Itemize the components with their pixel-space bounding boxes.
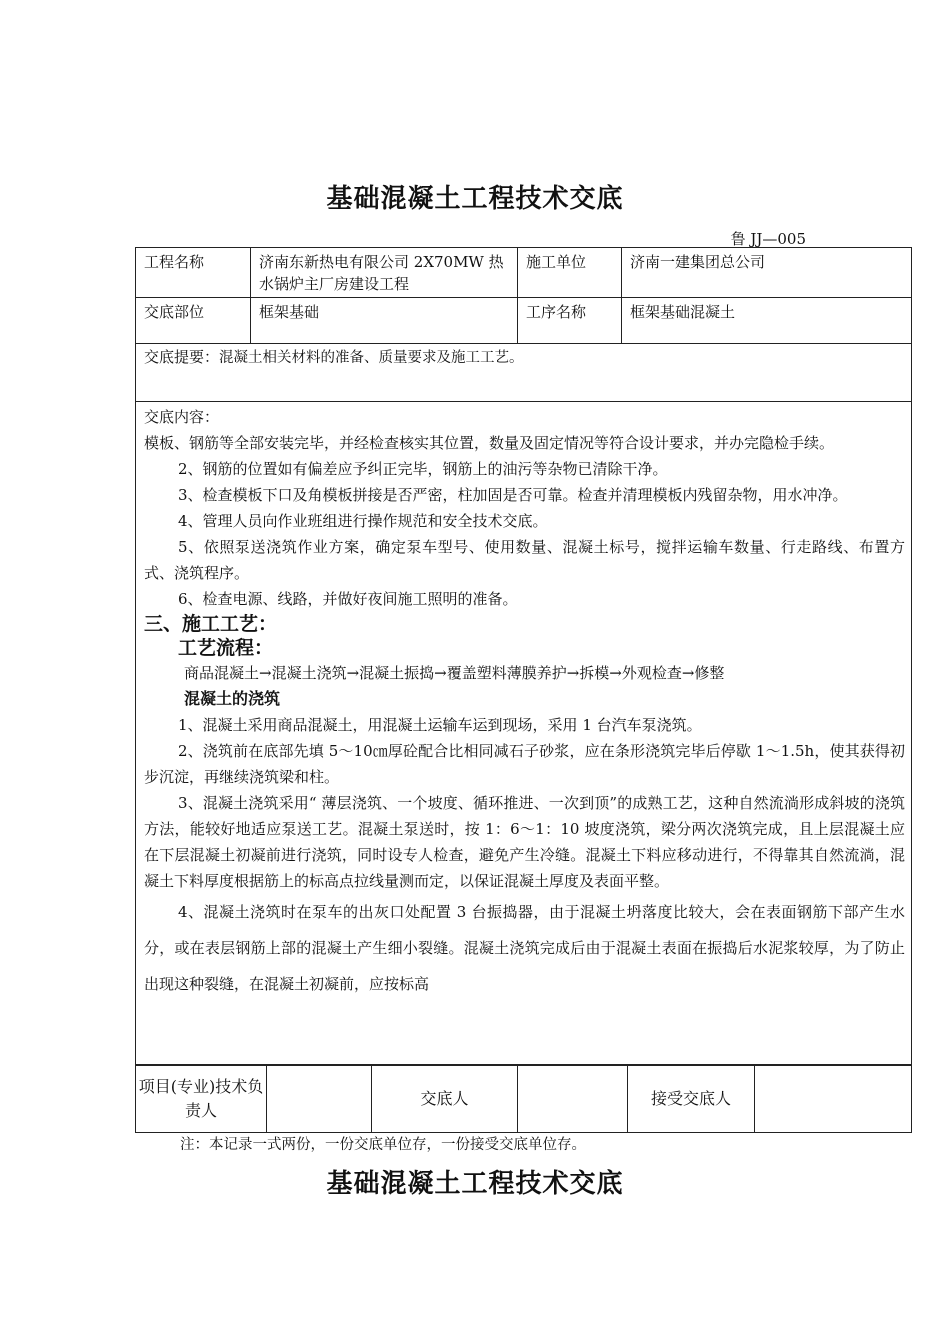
part-label: 交底部位 [136,298,251,344]
process-value: 框架基础混凝土 [622,298,912,344]
contractor-value: 济南一建集团总公司 [622,248,912,298]
process-label: 工序名称 [518,298,622,344]
pour-item-3: 3、混凝土浇筑采用“ 薄层浇筑、一个坡度、循环推进、一次到顶”的成熟工艺，这种自然流淌形成斜坡的浇筑方法，能较好地适应泵送工艺。混凝土泵送时，按 1：6～1：10 坡度浇筑，梁分两次浇筑完成，且上层混凝土应在下层混凝土初凝前进行浇筑，同时设专人检查，避免产生冷缝。混凝土下料应移动进行，不得靠其自然流淌，混凝土下料厚度根据筋上的标高点拉线量测而定，以保证混凝土厚度及表面平整。 [144,794,905,890]
summary-text: 混凝土相关材料的准备、质量要求及施工工艺。 [219,350,524,366]
footer-note: 注：本记录一式两份，一份交底单位存，一份接受交底单位存。 [180,1137,586,1153]
content-paragraph-6: 6、检查电源、线路，并做好夜间施工照明的准备。 [178,590,518,608]
content-paragraph-4: 4、管理人员向作业班组进行操作规范和安全技术交底。 [178,512,548,530]
discloser-label: 交底人 [372,1066,518,1133]
tech-lead-signature-field[interactable] [267,1066,372,1133]
pour-heading: 混凝土的浇筑 [184,689,281,708]
content-paragraph-3: 3、检查模板下口及角模板拼接是否严密，柱加固是否可靠。检查并清理模板内残留杂物，用水冲净。 [178,486,848,504]
next-page-title: 基础混凝土工程技术交底 [326,1169,624,1199]
document-title: 基础混凝土工程技术交底 [326,184,624,214]
content-paragraph-2: 2、钢筋的位置如有偏差应予纠正完毕，钢筋上的油污等杂物已清除干净。 [178,460,668,478]
content-cell [136,402,912,1065]
pour-item-1: 1、混凝土采用商品混凝土，用混凝土运输车运到现场，采用 1 台汽车泵浇筑。 [178,716,702,734]
receiver-label: 接受交底人 [628,1066,755,1133]
content-label: 交底内容： [144,408,220,426]
summary-label: 交底提要： [144,348,220,366]
section-heading: 三、施工工艺： [144,613,278,635]
discloser-signature-field[interactable] [518,1066,628,1133]
pour-item-2: 2、浇筑前在底部先填 5～10㎝厚砼配合比相同减石子砂浆，应在条形浇筑完毕后停歇 1～1.5h，使其获得初步沉淀，再继续浇筑梁和柱。 [144,742,905,786]
content-paragraph-1: 模板、钢筋等全部安装完毕，并经检查核实其位置，数量及固定情况等符合设计要求，并办完隐检手续。 [144,434,835,452]
flow-heading: 工艺流程： [178,637,274,659]
content-paragraph-5: 5、依照泵送浇筑作业方案，确定泵车型号、使用数量、混凝土标号，搅拌运输车数量、行走路线、布置方式、浇筑程序。 [144,538,905,582]
document-number: 鲁 JJ—005 [730,230,806,248]
project-name-value: 济南东新热电有限公司 2X70MW 热水锅炉主厂房建设工程 [251,248,518,298]
disclosure-table [135,247,912,1065]
receiver-signature-field[interactable] [755,1066,912,1133]
part-value: 框架基础 [251,298,518,344]
process-flow: 商品混凝土→混凝土浇筑→混凝土振捣→覆盖塑料薄膜养护→拆模→外观检查→修整 [184,664,725,682]
project-name-label: 工程名称 [136,248,251,298]
tech-lead-label: 项目(专业)技术负责人 [136,1066,267,1133]
summary-cell [136,344,912,402]
contractor-label: 施工单位 [518,248,622,298]
pour-item-4: 4、混凝土浇筑时在泵车的出灰口处配置 3 台振捣器，由于混凝土坍落度比较大，会在表面钢筋下部产生水分，或在表层钢筋上部的混凝土产生细小裂缝。混凝土浇筑完成后由于混凝土表面在振捣后水泥浆较厚，为了防止出现这种裂缝，在混凝土初凝前，应按标高 [144,903,905,993]
signature-table [135,1065,912,1133]
